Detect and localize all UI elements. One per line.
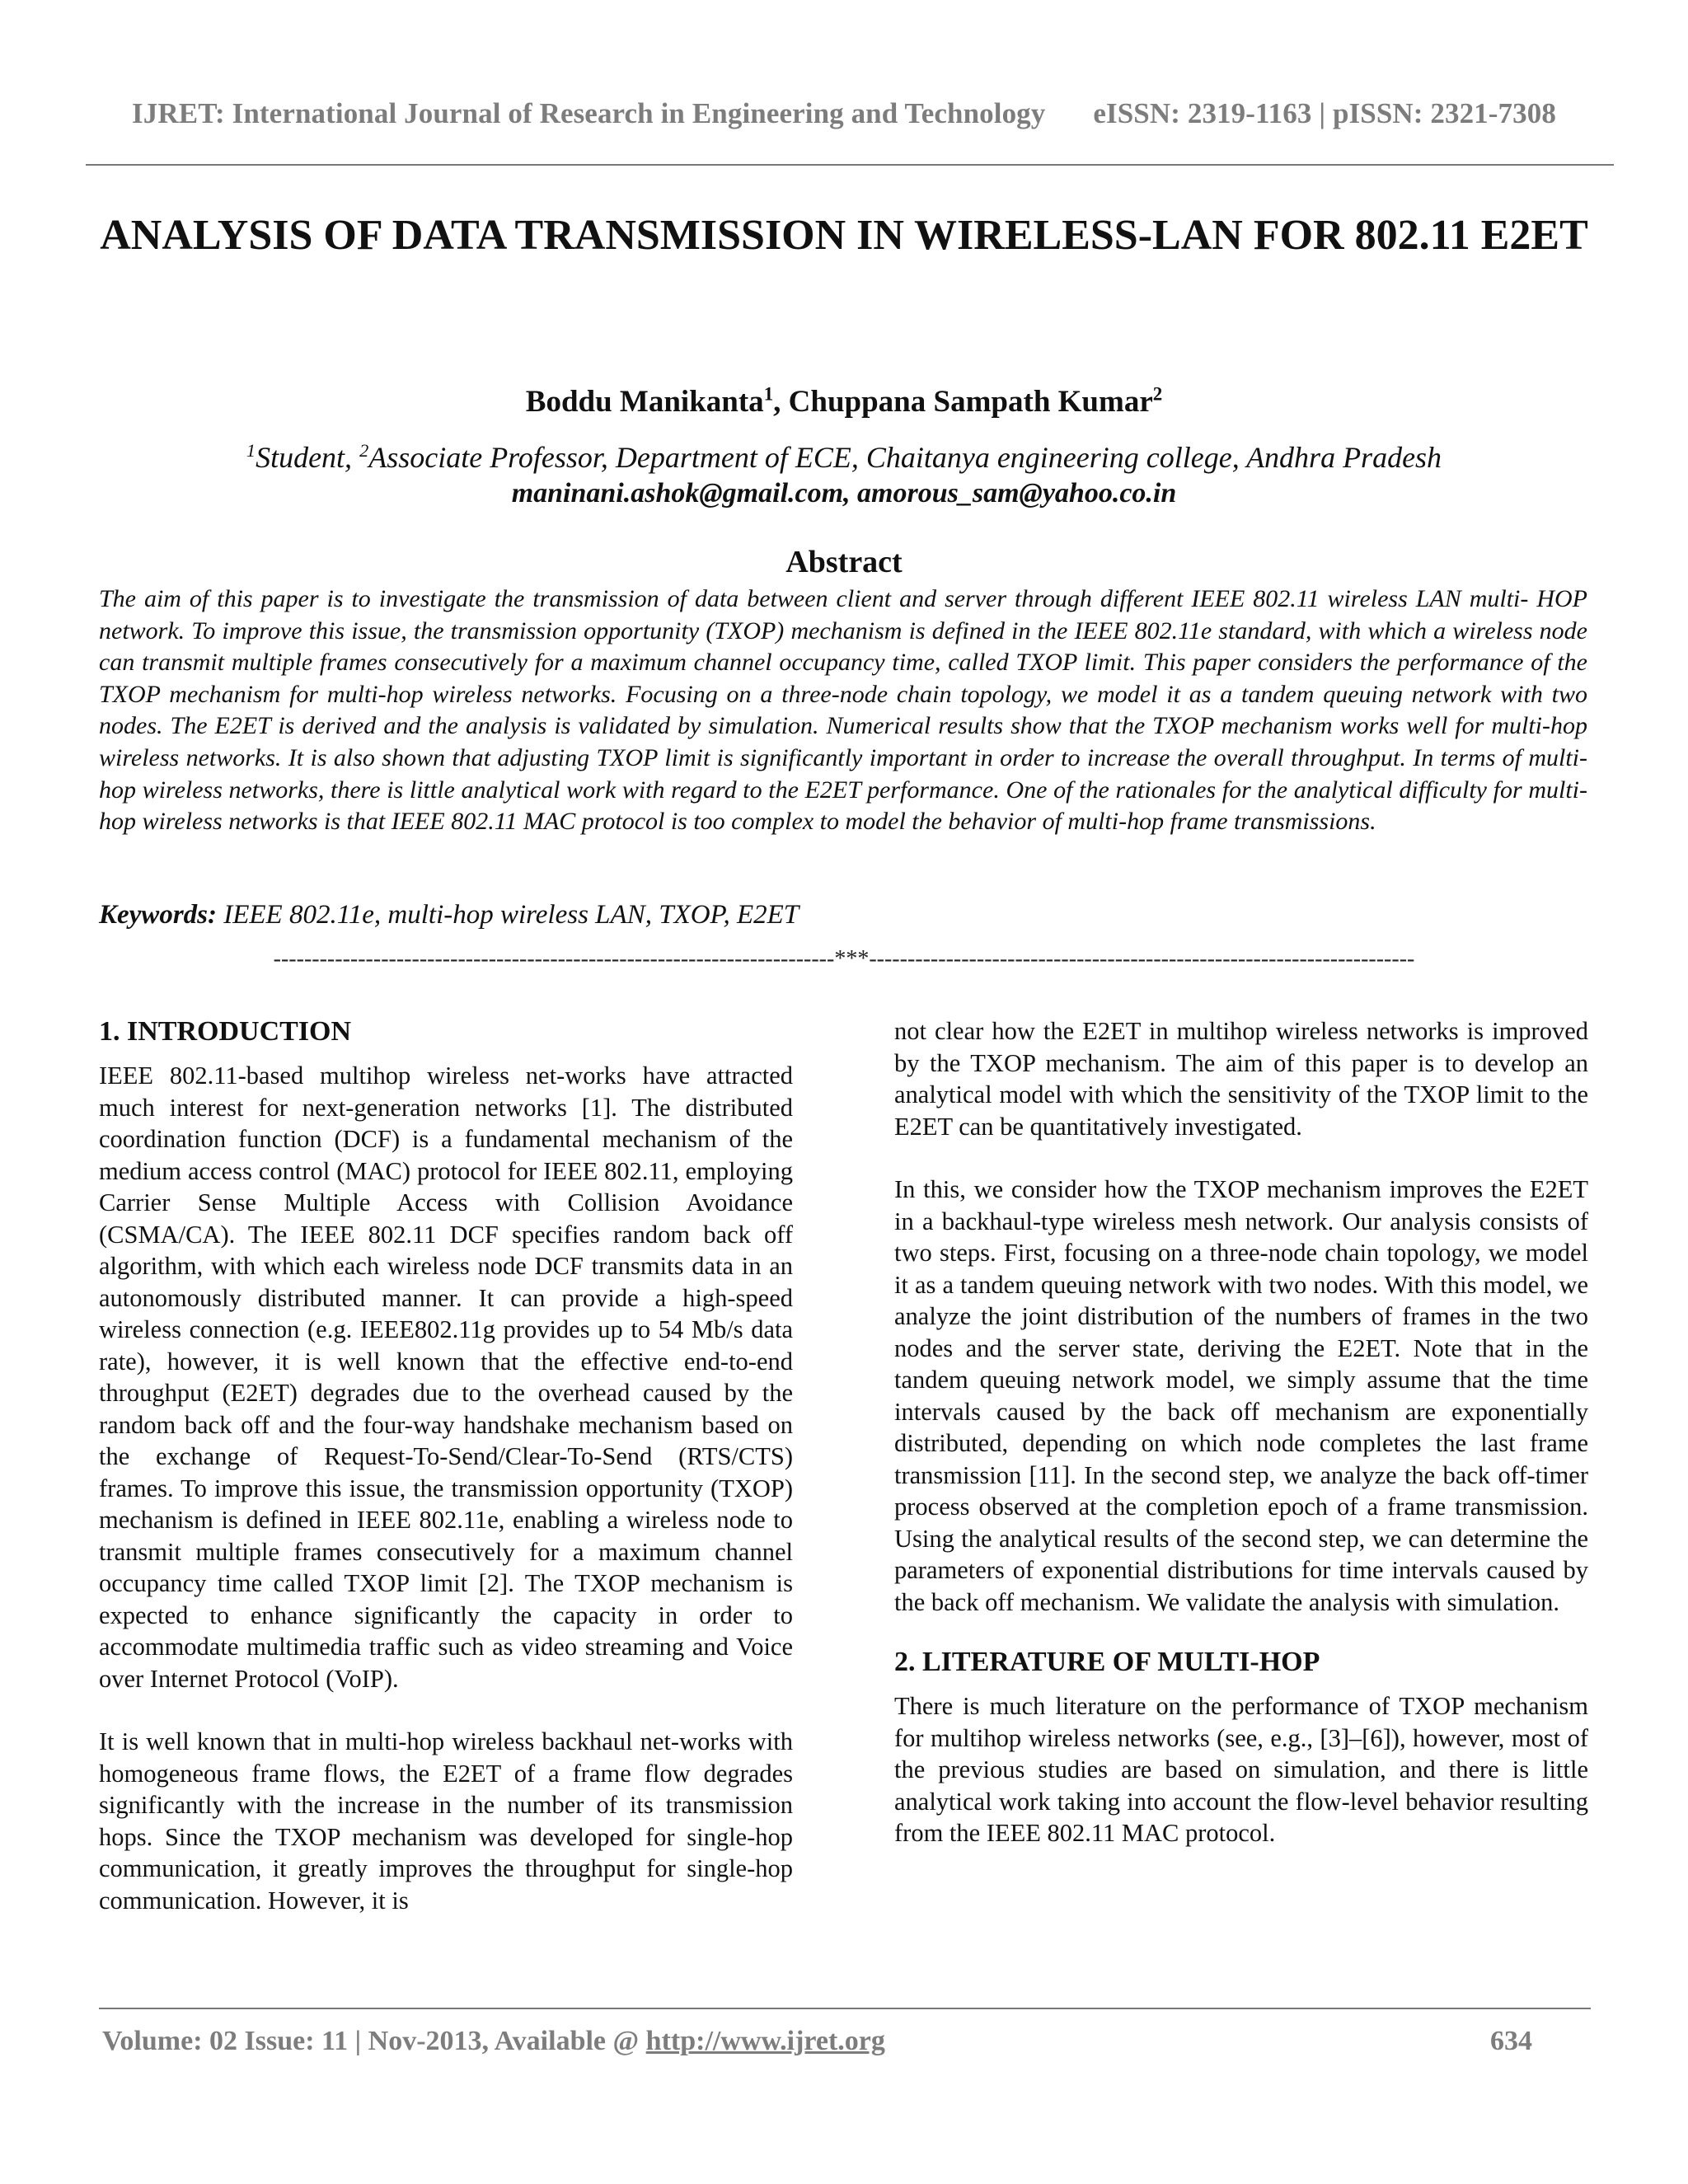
- section-separator: -------------------------------------------------------------------------***-----------------------------------------------------------------------: [273, 946, 1415, 972]
- keywords-label: Keywords:: [99, 900, 217, 930]
- affil-sup-1: 1: [246, 440, 256, 461]
- right-paragraph-1: not clear how the E2ET in multihop wireless networks is improved by the TXOP mechanism. The aim of this paper is to develop an analytical model with which the sensitivity of the TXOP limit to the E2ET can be quantitatively investigated.: [894, 1017, 1588, 1141]
- affiliation: [0, 440, 1688, 475]
- footer-rule: [99, 2008, 1591, 2009]
- page-number: 634: [1490, 2026, 1532, 2056]
- affil-part-1: Student,: [256, 441, 360, 474]
- journal-name: IJRET: International Journal of Research in Engineering and Technology: [132, 97, 1046, 129]
- author-1-sup: 1: [763, 383, 774, 405]
- intro-heading: 1. INTRODUCTION: [99, 1016, 352, 1047]
- author-1: Boddu Manikanta: [525, 385, 764, 419]
- literature-heading: 2. LITERATURE OF MULTI-HOP: [894, 1647, 1320, 1677]
- intro-paragraph-2: It is well known that in multi-hop wireless backhaul net-works with homogeneous frame flows, the E2ET of a frame flow degrades significantly with the increase in the number of its transmission hops. Since the TXOP mechanism was developed for single-hop communication, it greatly improves the throughput for single-hop communication. However, it is: [99, 1727, 793, 1915]
- author-2: Chuppana Sampath Kumar: [788, 385, 1153, 419]
- header-rule: [86, 164, 1614, 166]
- keywords-text: IEEE 802.11e, multi-hop wireless LAN, TXOP, E2ET: [217, 900, 799, 930]
- affil-part-2: Associate Professor, Department of ECE, Chaitanya engineering college, Andhra Pradesh: [368, 441, 1442, 474]
- affil-sup-2: 2: [359, 440, 369, 461]
- left-column: [99, 1015, 793, 1916]
- literature-paragraph: There is much literature on the performance of TXOP mechanism for multihop wireless networks (see, e.g., [3]–[6]), however, most of the previous studies are based on simulation, and there is little analytical work taking into account the flow-level behavior resulting from the IEEE 802.11 MAC protocol.: [894, 1692, 1588, 1847]
- footer-link[interactable]: http://www.ijret.org: [645, 2026, 885, 2056]
- paper-title: ANALYSIS OF DATA TRANSMISSION IN WIRELESS-LAN FOR 802.11 E2ET: [100, 212, 1588, 259]
- footer: [102, 2026, 885, 2057]
- intro-paragraph-1: IEEE 802.11-based multihop wireless net-works have attracted much interest for next-generation networks [1]. The distributed coordination function (DCF) is a fundamental mechanism of the medium access control (MAC) protocol for IEEE 802.11, employing Carrier Sense Multiple Access with Collision Avoidance (CSMA/CA). The IEEE 802.11 DCF specifies random back off algorithm, with which each wireless node DCF transmits data in an autonomously distributed manner. It can provide a high-speed wireless connection (e.g. IEEE802.11g provides up to 54 Mb/s data rate), however, it is well known that the effective end-to-end throughput (E2ET) degrades due to the overhead caused by the random back off and the four-way handshake mechanism based on the exchange of Request-To-Send/Clear-To-Send (RTS/CTS) frames. To improve this issue, the transmission opportunity (TXOP) mechanism is defined in IEEE 802.11e, enabling a wireless node to transmit multiple frames consecutively for a maximum channel occupancy time called TXOP limit [2]. The TXOP mechanism is expected to enhance significantly the capacity in order to accommodate multimedia traffic such as video streaming and Voice over Internet Protocol (VoIP).: [99, 1062, 793, 1693]
- keywords: [99, 900, 799, 930]
- author-line: [0, 384, 1688, 419]
- journal-issn: eISSN: 2319-1163 | pISSN: 2321-7308: [1093, 97, 1556, 129]
- footer-text: Volume: 02 Issue: 11 | Nov-2013, Available @: [102, 2026, 646, 2056]
- author-separator: ,: [773, 385, 789, 419]
- right-column: [894, 1015, 1588, 1849]
- right-paragraph-2: In this, we consider how the TXOP mechanism improves the E2ET in a backhaul-type wireless mesh network. Our analysis consists of two steps. First, focusing on a three-node chain topology, we model it as a tandem queuing network with two nodes. With this model, we analyze the joint distribution of the numbers of frames in the two nodes and the server state, deriving the E2ET. Note that in the tandem queuing network model, we simply assume that the time intervals caused by the back off mechanism are exponentially distributed, depending on which node completes the last frame transmission [11]. In the second step, we analyze the back off-timer process observed at the completion epoch of a frame transmission. Using the analytical results of the second step, we can determine the parameters of exponential distributions for time intervals caused by the back off mechanism. We validate the analysis with simulation.: [894, 1175, 1588, 1616]
- author-emails: maninani.ashok@gmail.com, amorous_sam@yahoo.co.in: [511, 478, 1177, 509]
- abstract-heading: Abstract: [785, 545, 903, 579]
- journal-header: [0, 97, 1688, 130]
- author-2-sup: 2: [1152, 383, 1163, 405]
- abstract-text: The aim of this paper is to investigate the transmission of data between client and server through different IEEE 802.11 wireless LAN multi- HOP network. To improve this issue, the transmission opportunity (TXOP) mechanism is defined in the IEEE 802.11e standard, with which a wireless node can transmit multiple frames consecutively for a maximum channel occupancy time, called TXOP limit. This paper considers the performance of the TXOP mechanism for multi-hop wireless networks. Focusing on a three-node chain topology, we model it as a tandem queuing network with two nodes. The E2ET is derived and the analysis is validated by simulation. Numerical results show that the TXOP mechanism works well for multi-hop wireless networks. It is also shown that adjusting TXOP limit is significantly important in order to increase the overall throughput. In terms of multi-hop wireless networks, there is little analytical work with regard to the E2ET performance. One of the rationales for the analytical difficulty for multi-hop wireless networks is that IEEE 802.11 MAC protocol is too complex to model the behavior of multi-hop frame transmissions.: [99, 585, 1587, 836]
